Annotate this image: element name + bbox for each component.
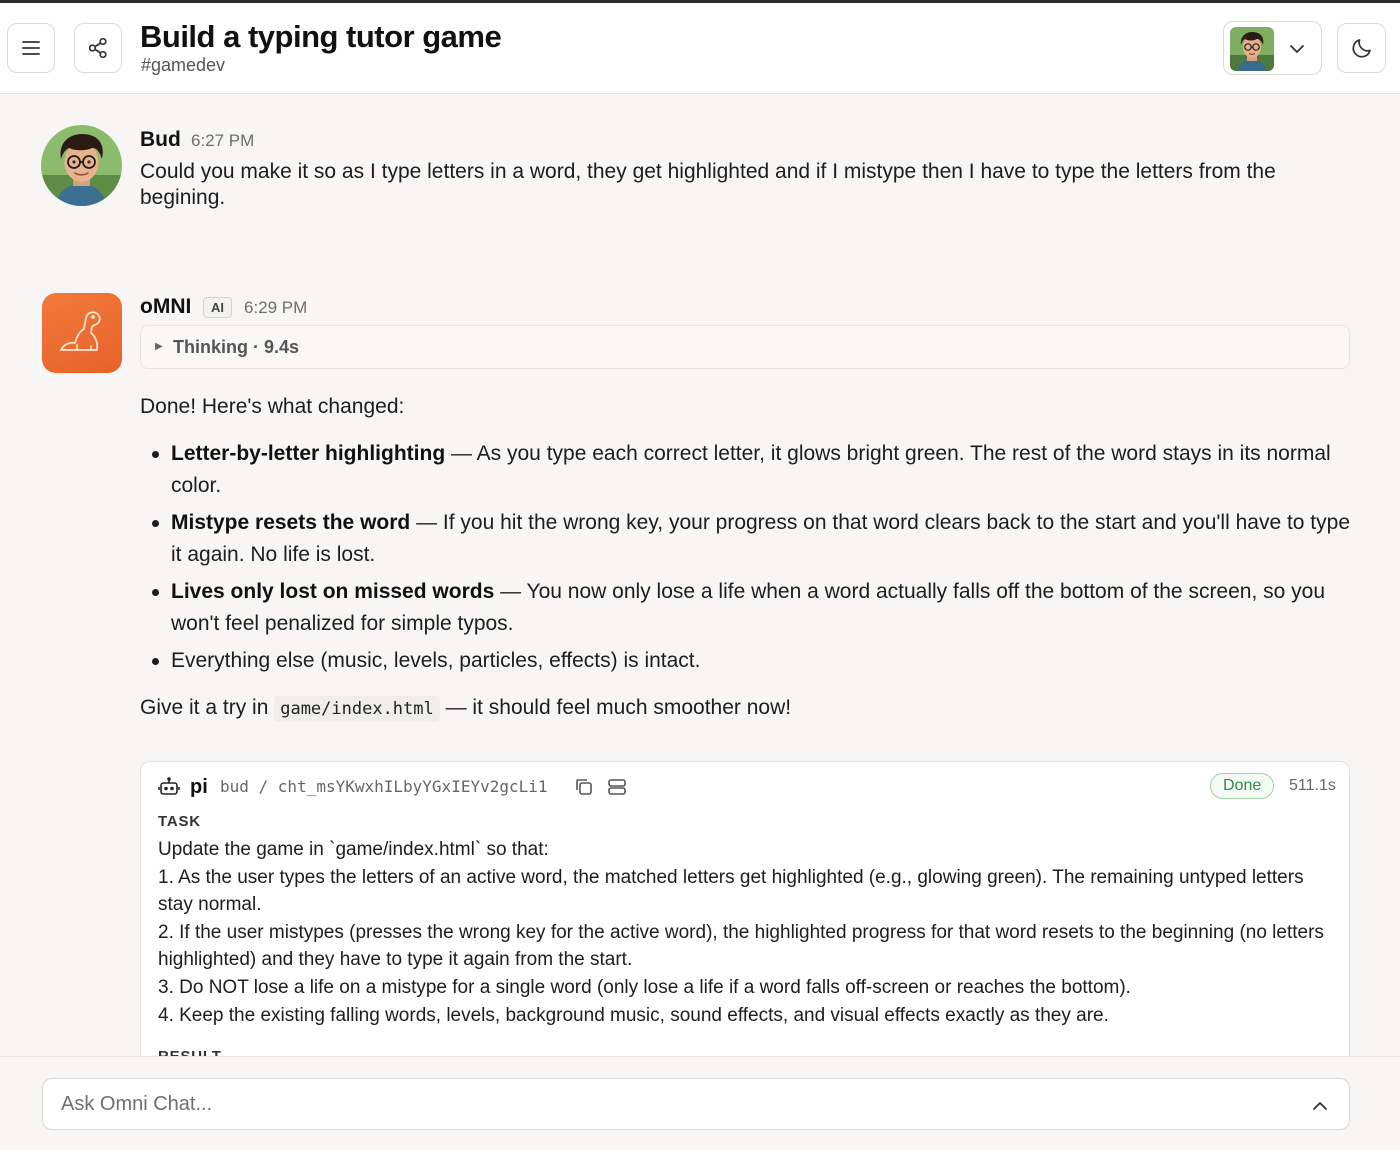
response-intro: Done! Here's what changed:	[140, 395, 405, 418]
outro-text-before: Give it a try in	[140, 696, 269, 719]
list-item	[140, 507, 1350, 571]
list-item-text: Everything else (music, levels, particles, effects) is intact.	[171, 649, 701, 672]
menu-button[interactable]	[7, 23, 55, 73]
expand-icon[interactable]	[607, 777, 627, 797]
moon-icon	[1350, 36, 1374, 60]
composer-area	[0, 1056, 1400, 1150]
session-path: bud / cht_msYKwxhILbyYGxIEYv2gcLi1	[220, 777, 548, 796]
list-item-text: — You now only lose a life when a word actually falls off the bottom of the screen, so you won't feel penalized for simple typos.	[171, 580, 1326, 635]
list-item	[140, 645, 1350, 677]
thinking-toggle[interactable]	[140, 325, 1350, 369]
list-item-title: Mistype resets the word	[171, 511, 411, 534]
copy-icon[interactable]	[574, 777, 594, 797]
expand-triangle-icon: ▶	[155, 341, 163, 352]
message-time: 6:27 PM	[191, 131, 255, 150]
chat-header	[0, 3, 1400, 94]
menu-icon	[20, 37, 42, 59]
list-item	[140, 576, 1350, 640]
user-menu-button[interactable]	[1223, 21, 1322, 75]
list-item-text: — As you type each correct letter, it glows bright green. The rest of the word stays in its normal color.	[171, 442, 1331, 497]
agent-name: pi	[190, 776, 208, 798]
share-icon	[86, 36, 110, 60]
ai-badge: AI	[203, 297, 232, 318]
assistant-logo	[42, 293, 122, 373]
task-description: Update the game in `game/index.html` so that: 1. As the user types the letters of an active word, the matched letters get highlighted (e.g., glowing green). The remaining untyped letters stay normal. 2. If the user mistypes (presses the wrong key for the active word), the highlighted progress for that word resets to the beginning (no letters highlighted) and they have to type it again from the start. 3. Do NOT lose a life on a mistype for a single word (only lose a life if a word falls off-screen or reaches the bottom). 4. Keep the existing falling words, levels, background music, sound effects, and visual effects exactly as they are.	[158, 839, 1324, 1026]
file-path-code: game/index.html	[274, 696, 440, 722]
message-author: oMNI	[140, 295, 192, 318]
response-outro	[140, 696, 791, 720]
page-title: Build a typing tutor game	[140, 19, 502, 54]
robot-icon	[158, 776, 180, 798]
chevron-up-icon[interactable]	[1309, 1095, 1331, 1117]
share-button[interactable]	[74, 23, 122, 73]
outro-text-after: — it should feel much smoother now!	[445, 696, 792, 719]
status-badge: Done	[1210, 773, 1274, 799]
message-author: Bud	[140, 128, 181, 151]
chat-input-placeholder: Ask Omni Chat...	[61, 1093, 213, 1115]
message-time: 6:29 PM	[244, 298, 308, 317]
task-duration: 511.1s	[1289, 777, 1336, 794]
theme-toggle-button[interactable]	[1337, 23, 1386, 73]
message-text: Could you make it so as I type letters in a word, they get highlighted and if I mistype then I have to type the letters from the begining.	[140, 160, 1276, 209]
channel-tag: #gamedev	[141, 55, 226, 75]
list-item-text: — If you hit the wrong key, your progress on that word clears back to the start and you'll have to type it again. No life is lost.	[171, 511, 1351, 566]
list-item	[140, 438, 1350, 502]
list-item-title: Lives only lost on missed words	[171, 580, 495, 603]
chat-input[interactable]	[42, 1078, 1350, 1130]
task-section-label: TASK	[158, 813, 201, 830]
user-avatar	[1230, 27, 1274, 71]
agent-task-card	[140, 761, 1350, 1091]
dinosaur-logo-icon	[53, 304, 111, 362]
avatar	[41, 125, 122, 206]
change-list	[140, 438, 1350, 682]
thinking-label: Thinking · 9.4s	[173, 337, 300, 357]
chevron-down-icon	[1286, 38, 1308, 60]
list-item-title: Letter-by-letter highlighting	[171, 442, 446, 465]
